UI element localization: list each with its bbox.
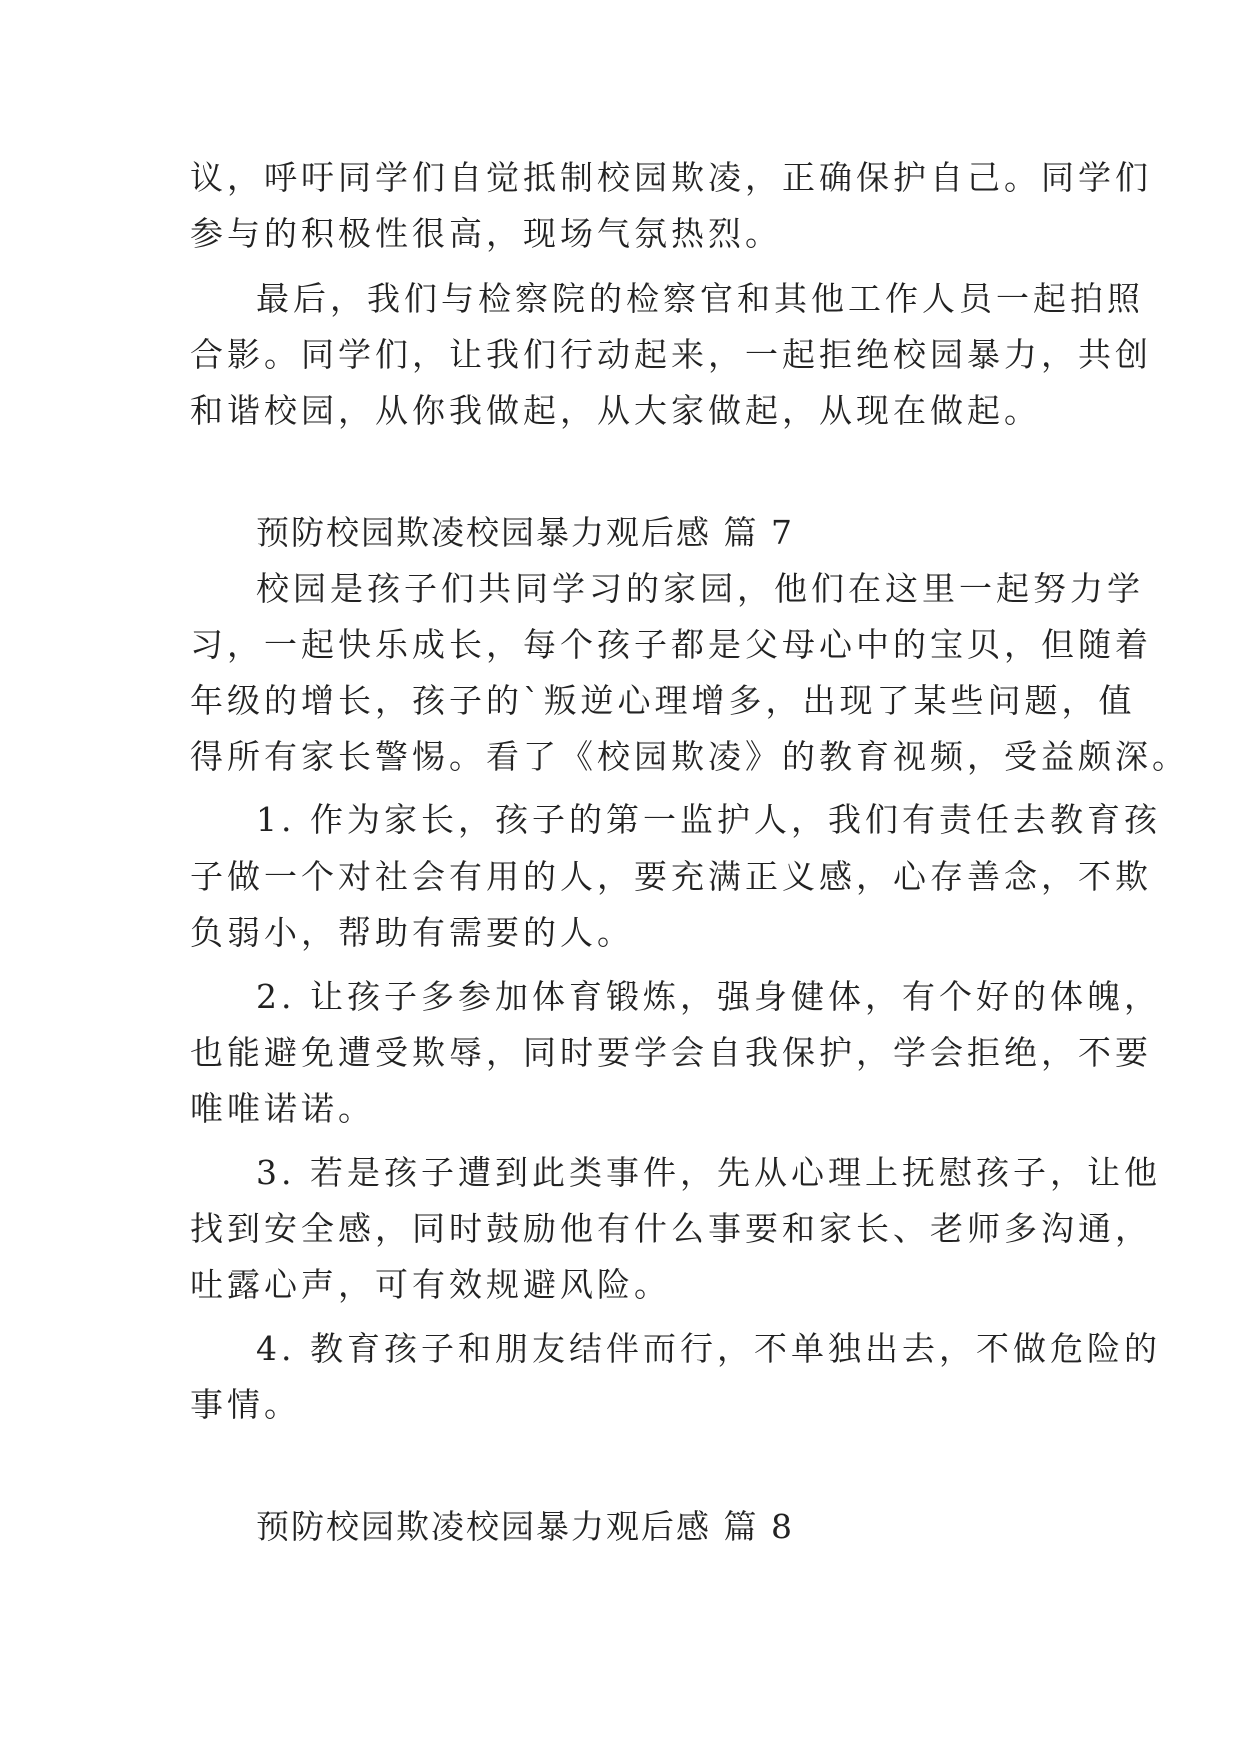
list-item-line: 3. 若是孩子遭到此类事件，先从心理上抚慰孩子，让他 xyxy=(256,1153,1161,1192)
paragraph-line: 也能避免遭受欺辱，同时要学会自我保护，学会拒绝，不要 xyxy=(190,1033,1152,1072)
paragraph-line: 合影。同学们，让我们行动起来，一起拒绝校园暴力，共创 xyxy=(190,335,1152,374)
list-item-line: 4. 教育孩子和朋友结伴而行，不单独出去，不做危险的 xyxy=(256,1329,1161,1368)
paragraph-line: 最后，我们与检察院的检察官和其他工作人员一起拍照 xyxy=(256,279,1144,318)
paragraph-line: 得所有家长警惕。看了《校园欺凌》的教育视频，受益颇深。 xyxy=(190,737,1189,776)
paragraph-line: 事情。 xyxy=(190,1385,301,1424)
paragraph-line: 负弱小，帮助有需要的人。 xyxy=(190,913,634,952)
list-item-line: 1. 作为家长，孩子的第一监护人，我们有责任去教育孩 xyxy=(256,800,1161,839)
paragraph-line: 子做一个对社会有用的人，要充满正义感，心存善念，不欺 xyxy=(190,857,1152,896)
paragraph-line: 习，一起快乐成长，每个孩子都是父母心中的宝贝，但随着 xyxy=(190,625,1152,664)
section-heading: 预防校园欺凌校园暴力观后感 篇 7 xyxy=(256,513,794,552)
paragraph-line: 校园是孩子们共同学习的家园，他们在这里一起努力学 xyxy=(256,569,1144,608)
paragraph-line: 年级的增长，孩子的`叛逆心理增多，出现了某些问题，值 xyxy=(190,681,1136,720)
paragraph-line: 吐露心声，可有效规避风险。 xyxy=(190,1265,671,1304)
section-heading: 预防校园欺凌校园暴力观后感 篇 8 xyxy=(256,1507,794,1546)
paragraph-line: 唯唯诺诺。 xyxy=(190,1089,375,1128)
paragraph-line: 参与的积极性很高，现场气氛热烈。 xyxy=(190,214,782,253)
list-item-line: 2. 让孩子多参加体育锻炼，强身健体，有个好的体魄， xyxy=(256,977,1161,1016)
paragraph-line: 和谐校园，从你我做起，从大家做起，从现在做起。 xyxy=(190,391,1041,430)
paragraph-line: 议，呼吁同学们自觉抵制校园欺凌，正确保护自己。同学们 xyxy=(190,158,1152,197)
paragraph-line: 找到安全感，同时鼓励他有什么事要和家长、老师多沟通， xyxy=(190,1209,1152,1248)
